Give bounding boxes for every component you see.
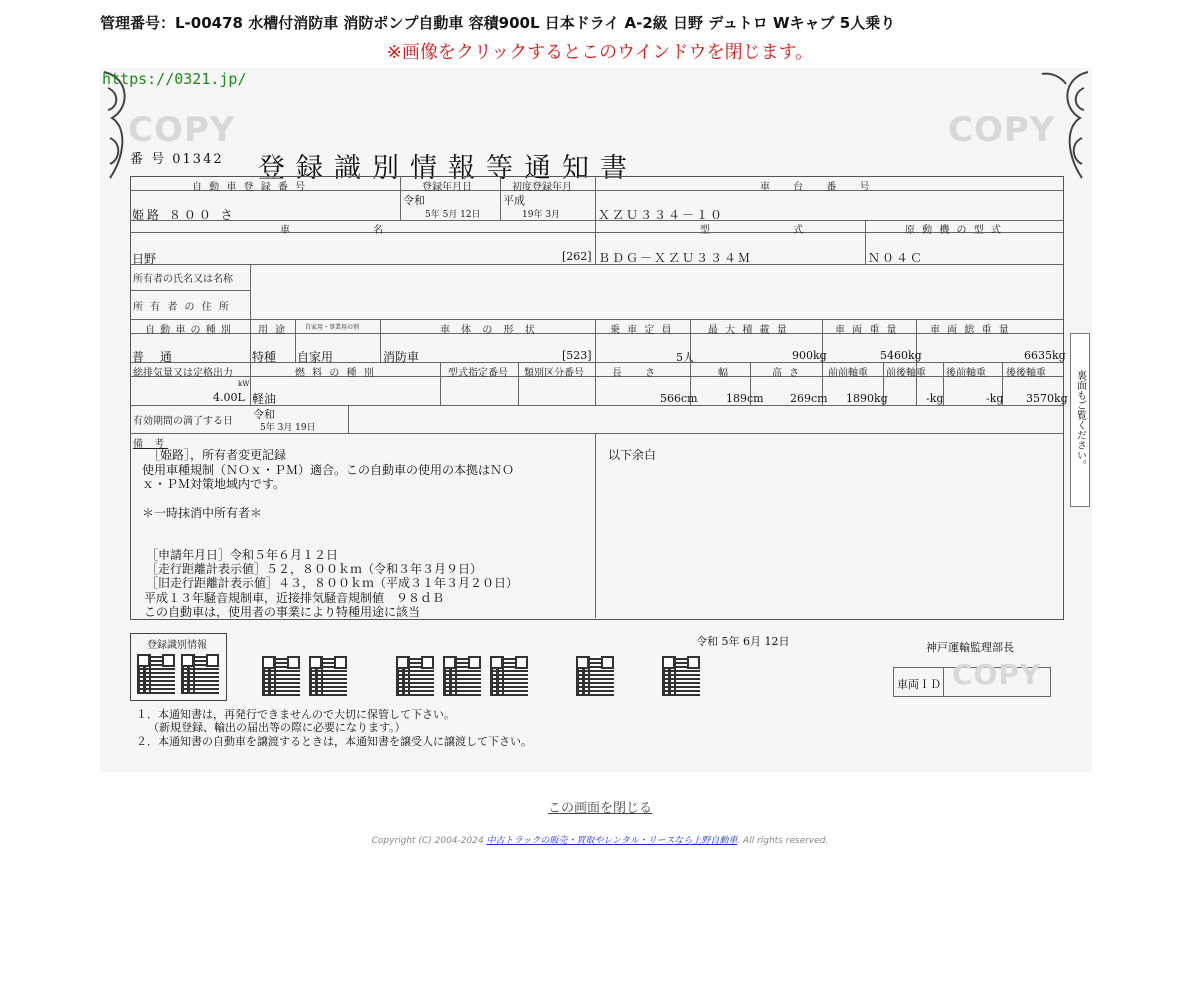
- header-width: 幅: [718, 368, 730, 379]
- value-reg-number: 姫路 ８００ さ: [132, 208, 236, 222]
- header-height: 高 さ: [772, 368, 802, 379]
- header-car-name: 車 名: [280, 225, 424, 236]
- footnote: １．本通知書は，再発行できませんので大切に保管して下さい。: [136, 708, 455, 721]
- value-private-business: 自家用: [297, 350, 334, 364]
- header-rr-axle: 後後軸重: [1006, 368, 1046, 379]
- copyright: [0, 833, 1200, 846]
- qr-code: [662, 656, 700, 696]
- close-notice: ※画像をクリックするとこのウインドウを閉じます。: [386, 42, 814, 63]
- certificate-image[interactable]: [100, 68, 1092, 772]
- remark-line: ｘ・ＰＭ対策地域内です。: [142, 477, 286, 491]
- value-reg-date: 5年 5月 12日: [425, 210, 481, 220]
- value-vehicle-weight: 5460kg: [880, 349, 922, 362]
- value-displacement: 4.00L: [213, 391, 245, 404]
- close-window-link-wrap: [0, 797, 1200, 816]
- value-use: 特種: [252, 350, 277, 364]
- side-note: 裏面もご覧ください。: [1070, 333, 1090, 507]
- remark-line: 平成１３年騒音規制車，近接排気騒音規制値 ９８ｄＢ: [144, 591, 445, 605]
- header-fr-axle: 前後軸重: [886, 368, 926, 379]
- copyright-suffix: . All rights reserved.: [737, 836, 829, 846]
- issue-date: 令和 5年 6月 12日: [696, 635, 790, 648]
- issuer: 神戸運輸監理部長: [926, 641, 1014, 654]
- footnote: ２．本通知書の自動車を譲渡するときは，本通知書を譲受人に譲渡して下さい。: [136, 735, 532, 748]
- value-model-code: [262]: [562, 250, 592, 263]
- qr-code: [490, 656, 528, 696]
- header-first-reg: 初度登録年月: [512, 182, 572, 193]
- header-class-number: 類別区分番号: [524, 368, 584, 379]
- qr-code: [576, 656, 614, 696]
- value-first-date: 19年 3月: [522, 210, 561, 220]
- value-car-name: 日野: [132, 252, 157, 266]
- remark-right: 以下余白: [608, 448, 657, 462]
- copy-watermark: COPY: [948, 110, 1056, 150]
- qr-code: [137, 654, 175, 694]
- header-type-number: 型式指定番号: [448, 368, 508, 379]
- header-vehicle-kind: 自 動 車 の 種 別: [145, 325, 232, 336]
- header-private-business: 自家用・事業用の別: [305, 324, 360, 331]
- remark-line: ［旧走行距離計表示値］４３，８００ｋｍ（平成３１年３月２０日）: [146, 576, 519, 590]
- qr-code: [181, 654, 219, 694]
- value-model: ＢＤＧ－ＸＺＵ３３４Ｍ: [598, 251, 753, 265]
- header-reg-date: 登録年月日: [422, 182, 472, 193]
- header-expiry: 有効期間の満了する日: [133, 416, 233, 427]
- remark-line: 使用車種規制（ＮＯｘ・ＰＭ）適合。この自動車の使用の本拠はＮＯ: [142, 463, 515, 477]
- qr-code: [396, 656, 434, 696]
- header-vehicle-weight: 車 両 重 量: [835, 325, 899, 336]
- qr-code: [309, 656, 347, 696]
- value-body-shape: 消防車: [383, 350, 420, 364]
- header-owner-address: 所 有 者 の 住 所: [133, 302, 231, 313]
- value-length: 566cm: [660, 392, 698, 405]
- value-max-load: 900kg: [792, 349, 827, 362]
- header-body-shape: 車 体 の 形 状: [440, 325, 539, 336]
- site-url-watermark: https://0321.jp/: [102, 70, 247, 88]
- header-max-load: 最 大 積 載 量: [708, 325, 789, 336]
- footnote: （新規登録、輸出の届出等の際に必要になります。）: [148, 721, 406, 734]
- header-engine: 原 動 機 の 型 式: [905, 225, 1003, 236]
- value-fr-axle: -kg: [926, 392, 944, 405]
- header-reg-number: 自 動 車 登 録 番 号: [192, 182, 308, 193]
- header-length: 長 さ: [612, 368, 666, 379]
- header-displacement: 総排気量又は定格出力: [133, 368, 233, 379]
- value-width: 189cm: [726, 392, 764, 405]
- value-ff-axle: 1890kg: [846, 392, 888, 405]
- certificate-number: 番 号 01342: [130, 152, 224, 167]
- header-rf-axle: 後前軸重: [946, 368, 986, 379]
- remark-line: ［姫路］，所有者変更記録: [148, 448, 287, 462]
- value-rr-axle: 3570kg: [1026, 392, 1068, 405]
- header-remarks: 備 考: [133, 439, 169, 450]
- remark-line: ＊一時抹消中所有者＊: [142, 506, 263, 520]
- value-body-code: [523]: [562, 349, 592, 362]
- reg-info-box: [130, 633, 227, 701]
- header-ff-axle: 前前軸重: [828, 368, 868, 379]
- header-capacity: 乗 車 定 員: [610, 325, 674, 336]
- value-reg-era: 令和: [403, 194, 425, 207]
- page-title: 管理番号：L-00478 水槽付消防車 消防ポンプ自動車 容積900L 日本ドライ A-2級 日野 デュトロ Wキャブ 5人乗り: [100, 14, 896, 32]
- value-expiry-date: 5年 3月 19日: [260, 423, 316, 433]
- company-link[interactable]: 中古トラックの販売・買取やレンタル・リースなら上野自動車: [486, 836, 738, 846]
- copy-watermark: COPY: [128, 110, 236, 150]
- header-model: 型 式: [700, 225, 844, 236]
- certificate-title: 登録識別情報等通知書: [258, 153, 638, 184]
- value-engine: Ｎ０４Ｃ: [868, 251, 925, 265]
- copyright-prefix: Copyright (C) 2004-2024: [371, 836, 487, 846]
- reg-info-label: 登録識別情報: [147, 640, 207, 651]
- close-window-link[interactable]: この画面を閉じる: [547, 801, 652, 816]
- header-gross-weight: 車 両 総 重 量: [930, 325, 1011, 336]
- remark-line: ［申請年月日］令和５年６月１２日: [146, 548, 339, 562]
- header-fuel: 燃 料 の 種 別: [295, 368, 376, 379]
- qr-code: [262, 656, 300, 696]
- header-chassis: 車 台 番 号: [760, 182, 880, 193]
- value-height: 269cm: [790, 392, 828, 405]
- value-first-era: 平成: [503, 194, 525, 207]
- remark-line: ［走行距離計表示値］５２，８００ｋｍ（令和３年３月９日）: [146, 562, 483, 576]
- value-vehicle-kind: 普 通: [132, 350, 178, 364]
- vehicle-id-label: 車両ＩＤ: [897, 678, 941, 691]
- header-use: 用 途: [258, 325, 288, 336]
- copy-watermark: COPY: [952, 658, 1042, 691]
- value-fuel: 軽油: [252, 392, 277, 406]
- value-rf-axle: -kg: [986, 392, 1004, 405]
- remark-line: この自動車は，使用者の事業により特種用途に該当: [144, 605, 421, 619]
- value-expiry-era: 令和: [253, 408, 275, 421]
- qr-code: [443, 656, 481, 696]
- header-owner-name: 所有者の氏名又は名称: [133, 274, 233, 285]
- value-chassis: ＸＺＵ３３４－１０: [598, 208, 725, 222]
- value-gross-weight: 6635kg: [1024, 349, 1066, 362]
- value-capacity: 5人: [676, 351, 694, 364]
- value-displacement-unit: kW: [238, 380, 250, 388]
